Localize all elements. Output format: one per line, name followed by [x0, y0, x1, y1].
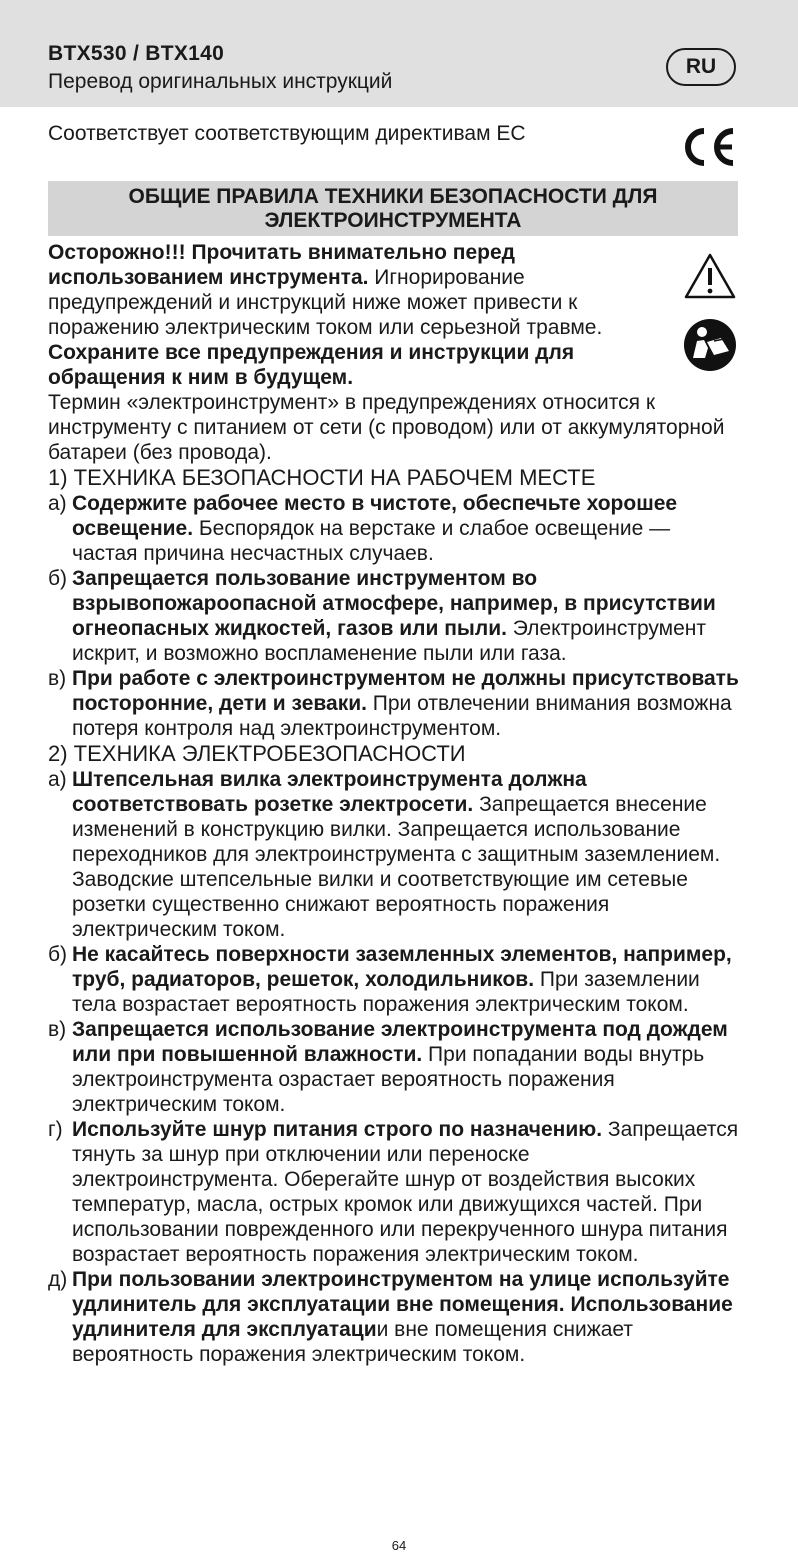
section-title-band [48, 181, 738, 236]
item-text: Электроинструмент искрит, и возможно воспламенение пыли или газа. [72, 617, 707, 665]
workplace-heading: 1) ТЕХНИКА БЕЗОПАСНОСТИ НА РАБОЧЕМ МЕСТЕ [48, 465, 596, 490]
item-label: д) [48, 1268, 68, 1291]
model-title: BTX530 / BTX140 [48, 42, 225, 65]
language-badge: RU [666, 48, 736, 86]
item-text: Запрещается тянуть за шнур при отключении или переноске электроинструмента. Оберегайте шнур от воздействия высоких температур, масла, острых кромок или движущихся частей. При использовании поврежденного или перекрученного шнура питания возрастает вероятность поражения электрическим током. [72, 1118, 739, 1266]
item-label: а) [48, 768, 67, 791]
item-label: б) [48, 943, 68, 966]
instructions-body [48, 240, 740, 1367]
list-item [48, 1267, 740, 1367]
warning-text: Игнорирование предупреждений и инструкций ниже может привести к поражению электрическим током или серьезной травме. [48, 266, 603, 339]
item-lead: Содержите рабочее место в чистоте, обеспечьте хорошее освещение. [72, 492, 678, 540]
electrical-heading: 2) ТЕХНИКА ЭЛЕКТРОБЕЗОПАСНОСТИ [48, 741, 466, 766]
section-title: ОБЩИЕ ПРАВИЛА ТЕХНИКИ БЕЗОПАСНОСТИ ДЛЯ ЭЛЕКТРОИНСТРУМЕНТА [128, 185, 658, 232]
item-lead: Запрещается использование электроинструмента под дождем или при повышенной влажности. [72, 1018, 728, 1066]
term-definition: Термин «электроинструмент» в предупреждениях относится к инструменту с питанием от сети (с проводом) или от аккумуляторной батареи (без провода). [48, 391, 725, 464]
list-item [48, 767, 740, 942]
list-item [48, 942, 740, 1017]
translation-subtitle: Перевод оригинальных инструкций [48, 70, 393, 93]
item-lead: Запрещается пользование инструментом во взрывопожароопасной атмосфере, например, в присутствии огнеопасных жидкостей, газов или пыли. [72, 567, 716, 640]
page-number: 64 [391, 1538, 407, 1553]
list-item [48, 1017, 740, 1117]
item-lead: При работе с электроинструментом не должны присутствовать посторонние, дети и зеваки. [72, 667, 739, 715]
item-lead: Используйте шнур питания строго по назначению. [72, 1118, 603, 1141]
item-text: Беспорядок на верстаке и слабое освещение — частая причина несчастных случаев. [72, 517, 671, 565]
list-item [48, 566, 740, 666]
item-text: При отвлечении внимания возможна потеря контроля над электроинструментом. [72, 692, 732, 740]
item-lead: При пользовании электроинструментом на улице используйте удлинитель для эксплуатации вне помещения. Использование удлинителя для эксплуатаци [72, 1268, 733, 1341]
list-item [48, 491, 740, 566]
item-label: б) [48, 567, 68, 590]
item-text: и вне помещения снижает вероятность поражения электрическим током. [72, 1318, 634, 1366]
item-label: в) [48, 1018, 67, 1041]
ce-mark-icon [680, 126, 738, 168]
page-header [0, 0, 798, 107]
item-text: При заземлении тела возрастает вероятность поражения электрическим током. [72, 968, 700, 1016]
item-text: Запрещается внесение изменений в конструкцию вилки. Запрещается использование переходников для электроинструмента с защитным заземлением. Заводские штепсельные вилки и соответствующие им сетевые розетки существенно снижают вероятность поражения электрическим током. [72, 793, 721, 941]
item-lead: Штепсельная вилка электроинструмента должна соответствовать розетке электросети. [72, 768, 587, 816]
item-label: а) [48, 492, 67, 515]
list-item [48, 1117, 740, 1267]
warning-lead: Осторожно!!! Прочитать внимательно перед использованием инструмента. [48, 241, 515, 289]
save-instructions: Сохраните все предупреждения и инструкции для обращения к ним в будущем. [48, 341, 575, 389]
item-text: При попадании воды внутрь электроинструмента озрастает вероятность поражения электрическим током. [72, 1043, 705, 1116]
list-item [48, 666, 740, 741]
item-label: в) [48, 667, 67, 690]
item-lead: Не касайтесь поверхности заземленных элементов, например, труб, радиаторов, решеток, холодильников. [72, 943, 732, 991]
warning-paragraph [48, 240, 683, 340]
item-label: г) [48, 1118, 63, 1141]
conformity-statement: Соответствует соответствующим директивам ЕС [48, 122, 526, 145]
